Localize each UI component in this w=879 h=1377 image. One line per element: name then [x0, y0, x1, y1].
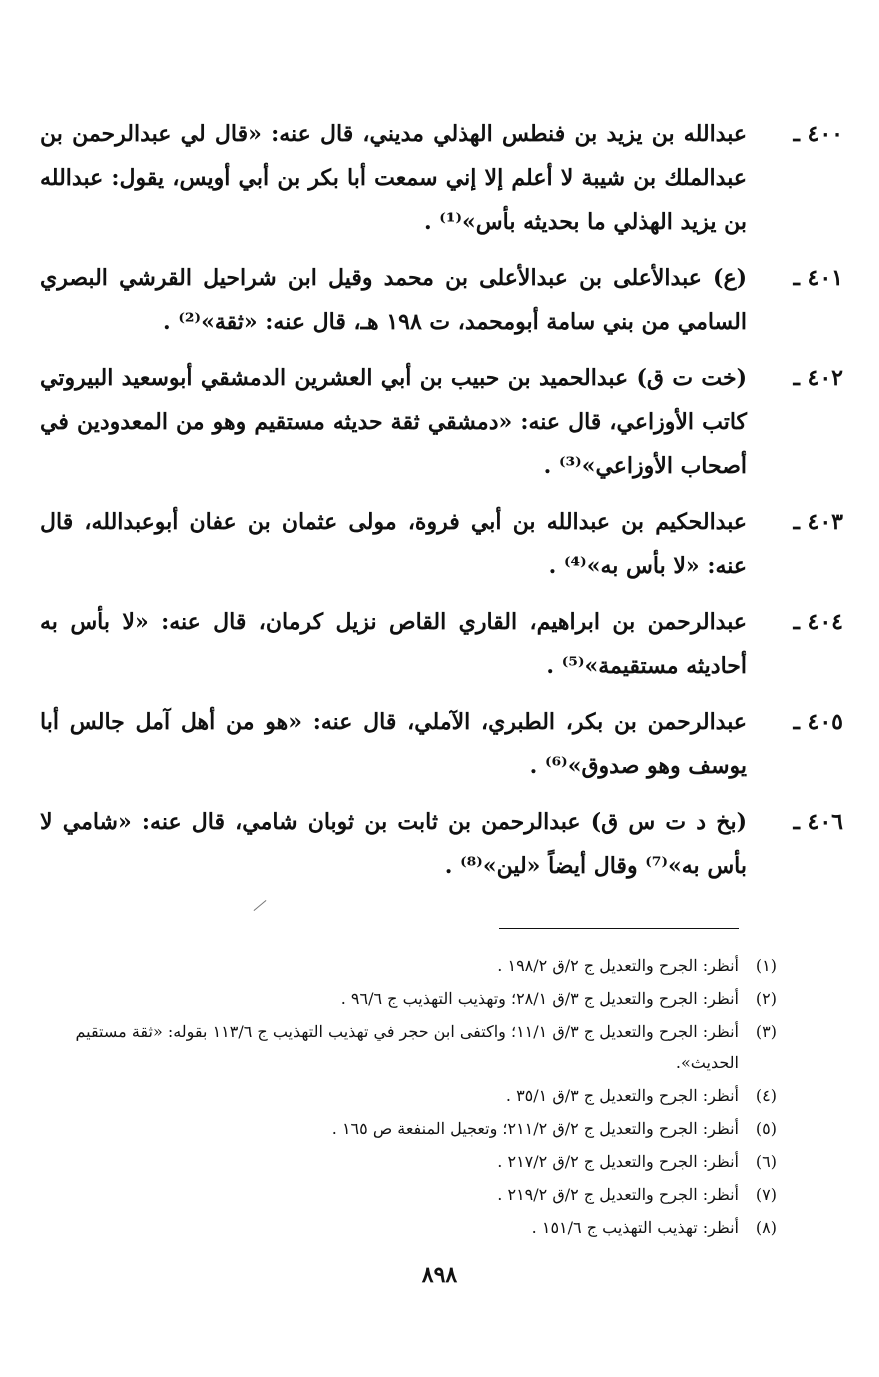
footnote-5	[40, 1113, 777, 1144]
footnotes	[40, 950, 777, 1245]
footnote-text: أنظر: تهذيب التهذيب ج ١٥١/٦ .	[531, 1218, 739, 1237]
footnote-4	[40, 1080, 777, 1111]
entry-text: (خت ت ق) عبدالحميد بن حبيب بن أبي العشرين الدمشقي أبوسعيد البيروتي كاتب الأوزاعي، قال عنه: «دمشقي ثقة حديثه مستقيم وهو من المعدودين في أصحاب الأوزاعي»⁽³⁾ .	[40, 365, 747, 479]
footnote-number: (٥)	[755, 1119, 777, 1138]
footnote-text: أنظر: الجرح والتعديل ج ٣/ق ٢٨/١؛ وتهذيب التهذيب ج ٩٦/٦ .	[340, 989, 739, 1008]
entry-text: عبدالرحمن بن ابراهيم، القاري القاص نزيل كرمان، قال عنه: «لا بأس به أحاديثه مستقيمة»⁽⁵⁾ .	[40, 609, 747, 679]
footnote-number: (٣)	[755, 1022, 777, 1041]
entry-text: (بخ د ت س ق) عبدالرحمن بن ثابت بن ثوبان شامي، قال عنه: «شامي لا بأس به»⁽⁷⁾ وقال أيضاً «لين»⁽⁸⁾ .	[40, 809, 747, 879]
biography-entries	[40, 112, 843, 900]
entry-401	[40, 256, 843, 344]
entry-text: عبدالله بن يزيد بن فنطس الهذلي مديني، قال عنه: «قال لي عبدالرحمن بن عبدالملك بن شيبة لا أعلم إلا إني سمعت أبا بكر بن أبي أويس، يقول: عبدالله بن يزيد الهذلي ما بحديثه بأس»⁽¹⁾ .	[40, 121, 747, 235]
entry-number: ٤٠٣ ـ	[793, 509, 843, 535]
footnote-1	[40, 950, 777, 981]
entry-400	[40, 112, 843, 244]
footnote-2	[40, 983, 777, 1014]
entry-number: ٤٠١ ـ	[793, 265, 843, 291]
footnote-number: (١)	[755, 956, 777, 975]
footnote-text: أنظر: الجرح والتعديل ج ٣/ق ٣٥/١ .	[505, 1086, 739, 1105]
entry-404	[40, 600, 843, 688]
stray-pen-mark	[254, 900, 267, 911]
entry-text: عبدالحكيم بن عبدالله بن أبي فروة، مولى عثمان بن عفان أبوعبدالله، قال عنه: «لا بأس به»⁽⁴⁾ .	[40, 509, 747, 579]
entry-number: ٤٠٤ ـ	[793, 609, 843, 635]
entry-number: ٤٠٠ ـ	[793, 121, 843, 147]
entry-number: ٤٠٦ ـ	[793, 809, 843, 835]
footnote-text: أنظر: الجرح والتعديل ج ٣/ق ١١/١؛ واكتفى ابن حجر في تهذيب التهذيب ج ١١٣/٦ بقوله: «ثقة مستقيم الحديث».	[75, 1022, 739, 1072]
footnote-3	[40, 1016, 777, 1078]
entry-405	[40, 700, 843, 788]
footnote-number: (٧)	[755, 1185, 777, 1204]
page-number: ٨٩٨	[421, 1262, 458, 1288]
entry-403	[40, 500, 843, 588]
entry-number: ٤٠٥ ـ	[793, 709, 843, 735]
footnote-text: أنظر: الجرح والتعديل ج ٢/ق ٢١٩/٢ .	[497, 1185, 739, 1204]
footnote-7	[40, 1179, 777, 1210]
entry-402	[40, 356, 843, 488]
footnote-number: (٢)	[755, 989, 777, 1008]
footnote-text: أنظر: الجرح والتعديل ج ٢/ق ١٩٨/٢ .	[497, 956, 739, 975]
footnote-number: (٦)	[755, 1152, 777, 1171]
entry-text: (ع) عبدالأعلى بن عبدالأعلى بن محمد وقيل ابن شراحيل القرشي البصري السامي من بني سامة أبومحمد، ت ١٩٨ هـ، قال عنه: «ثقة»⁽²⁾ .	[40, 265, 747, 335]
entry-number: ٤٠٢ ـ	[793, 365, 843, 391]
footnote-text: أنظر: الجرح والتعديل ج ٢/ق ٢١١/٢؛ وتعجيل المنفعة ص ١٦٥ .	[331, 1119, 739, 1138]
entry-text: عبدالرحمن بن بكر، الطبري، الآملي، قال عنه: «هو من أهل آمل جالس أبا يوسف وهو صدوق»⁽⁶⁾ .	[40, 709, 747, 779]
entry-406	[40, 800, 843, 888]
footnote-number: (٤)	[755, 1086, 777, 1105]
footnote-6	[40, 1146, 777, 1177]
footnote-number: (٨)	[755, 1218, 777, 1237]
footnote-divider	[499, 928, 739, 929]
footnote-8	[40, 1212, 777, 1243]
footnote-text: أنظر: الجرح والتعديل ج ٢/ق ٢١٧/٢ .	[497, 1152, 739, 1171]
